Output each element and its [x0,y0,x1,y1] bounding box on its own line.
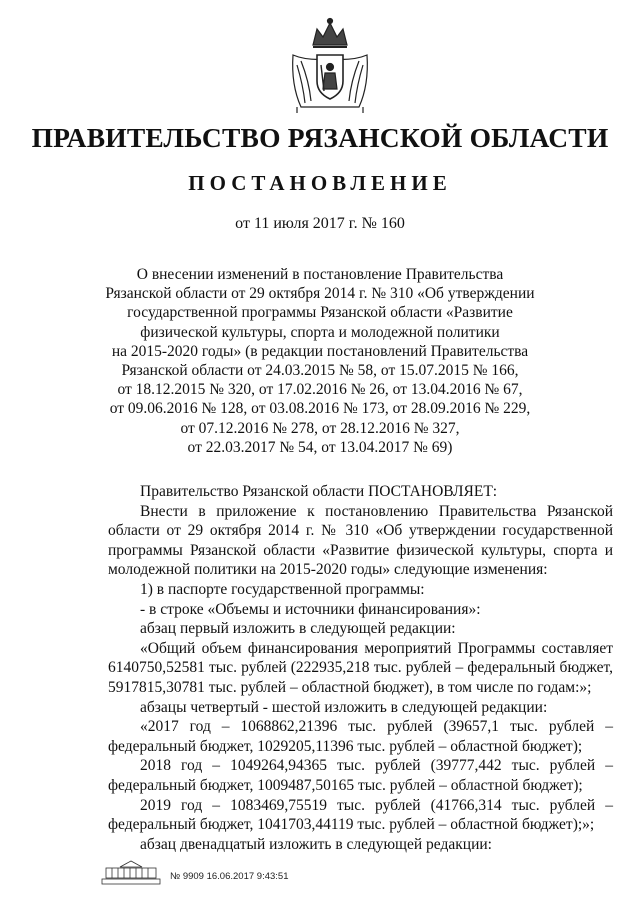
body-line: области от 29 октября 2014 г. № 310 «Об утверждении государственной [108,522,613,540]
subject-line: Рязанской области от 29 октября 2014 г. № 310 «Об утверждении [105,285,535,303]
document-subject [0,265,640,457]
body-line: 2019 год – 1083469,75519 тыс. рублей (41766,314 тыс. рублей – [140,796,613,814]
registration-code: № 9909 16.06.2017 9:43:51 [170,871,289,882]
body-line: федеральный бюджет, 1029205,11396 тыс. рублей – областной бюджет); [108,737,583,755]
body-line: абзац двенадцатый изложить в следующей редакции: [140,835,492,853]
registration-footer [100,859,400,885]
body-line: 5917815,30781 тыс. рублей – областной бюджет), в том числе по годам:»; [108,678,592,696]
body-line: - в строке «Объемы и источники финансирования»: [140,600,481,618]
body-line: Правительство Рязанской области ПОСТАНОВЛЯЕТ: [140,483,498,500]
subject-line: от 22.03.2017 № 54, от 13.04.2017 № 69) [187,438,453,456]
body-line: «2017 год – 1068862,21396 тыс. рублей (39657,1 тыс. рублей – [140,718,613,736]
body-line: Внести в приложение к постановлению Правительства Рязанской [140,502,613,520]
coat-of-arms-icon [283,15,377,115]
subject-line: Рязанской области от 24.03.2015 № 58, от 15.07.2015 № 166, [121,362,519,380]
government-title: ПРАВИТЕЛЬСТВО РЯЗАНСКОЙ ОБЛАСТИ [31,122,609,153]
body-line: федеральный бюджет, 1041703,44119 тыс. рублей – областной бюджет);»; [108,816,595,834]
registry-stamp-icon [100,859,162,885]
body-line: 6140750,52581 тыс. рублей (222935,218 тыс. рублей – федеральный бюджет, [108,659,613,677]
subject-line: на 2015-2020 годы» (в редакции постановлений Правительства [111,342,529,360]
subject-line: от 07.12.2016 № 278, от 28.12.2016 № 327, [180,419,460,437]
body-line: абзац первый изложить в следующей редакции: [140,620,456,638]
subject-line: от 09.06.2016 № 128, от 03.08.2016 № 173, от 28.09.2016 № 229, [109,400,531,418]
body-line: абзацы четвертый - шестой изложить в следующей редакции: [140,698,548,716]
body-line: программы Рязанской области «Развитие физической культуры, спорта и [108,541,613,559]
body-line: федеральный бюджет, 1009487,50165 тыс. рублей – областной бюджет); [108,776,583,794]
subject-line: от 18.12.2015 № 320, от 17.02.2016 № 26, от 13.04.2016 № 67, [117,381,523,399]
body-line: молодежной политики на 2015-2020 годы» следующие изменения: [108,561,548,579]
document-type: ПОСТАНОВЛЕНИЕ [188,171,452,195]
document-body [108,482,613,854]
document-date-number: от 11 июля 2017 г. № 160 [235,215,405,232]
subject-line: физической культуры, спорта и молодежной политики [140,323,500,341]
subject-line: О внесении изменений в постановление Правительства [136,266,504,283]
body-line: «Общий объем финансирования мероприятий Программы составляет [140,639,613,657]
body-line: 1) в паспорте государственной программы: [140,580,425,598]
body-line: 2018 год – 1049264,94365 тыс. рублей (39777,442 тыс. рублей – [140,757,613,775]
subject-line: государственной программы Рязанской области «Развитие [127,304,513,322]
